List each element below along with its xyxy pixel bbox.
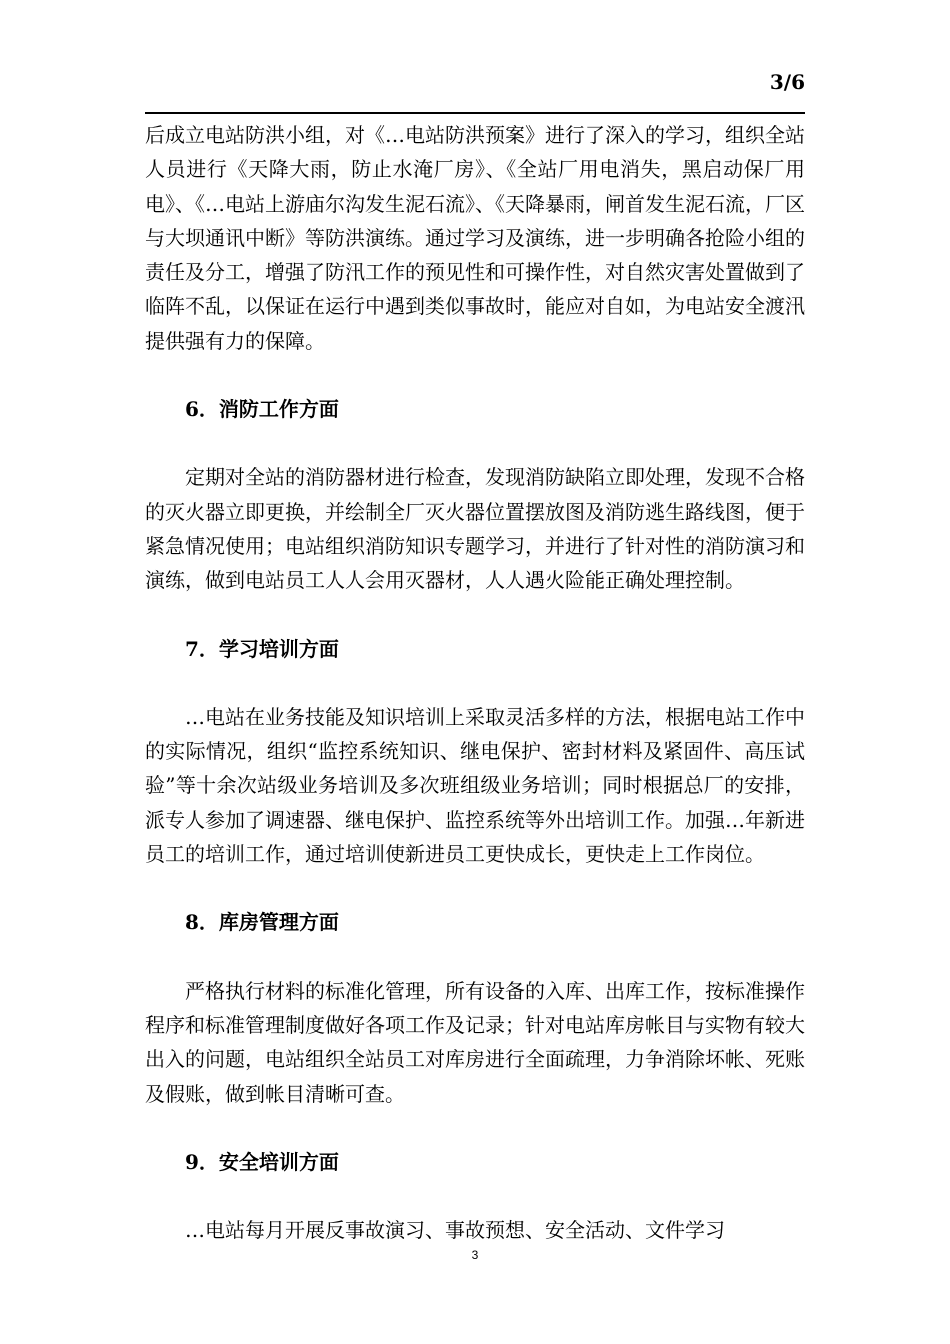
continuation-paragraph: 后成立电站防洪小组，对《…电站防洪预案》进行了深入的学习，组织全站人员进行《天降大雨，防止水淹厂房》、《全站厂用电消失，黑启动保厂用电》、《…电站上游庙尔沟发生泥石流》、《天降暴雨，闸首发生泥石流，厂区与大坝通讯中断》等防洪演练。通过学习及演练，进一步明确各抢险小组的责任及分工，增强了防汛工作的预见性和可操作性，对自然灾害处置做到了临阵不乱，以保证在运行中遇到类似事故时，能应对自如，为电站安全渡汛提供强有力的保障。 xyxy=(145,123,805,353)
section-body-safety: …电站每月开展反事故演习、事故预想、安全活动、文件学习 xyxy=(185,1218,725,1243)
section-body-training: …电站在业务技能及知识培训上采取灵活多样的方法，根据电站工作中的实际情况，组织“监控系统知识、继电保护、密封材料及紧固件、高压试验”等十余次站级业务培训及多次班组级业务培训；同时根据总厂的安排，派专人参加了调速器、继电保护、监控系统等外出培训工作。加强…年新进员工的培训工作，通过培训使新进员工更快成长，更快走上工作岗位。 xyxy=(145,704,805,867)
section-heading-fire: 6．消防工作方面 xyxy=(185,397,339,422)
section-heading-training: 7．学习培训方面 xyxy=(185,636,339,661)
section-heading-safety: 9．安全培训方面 xyxy=(185,1149,339,1174)
section-body-fire: 定期对全站的消防器材进行检查，发现消防缺陷立即处理，发现不合格的灭火器立即更换，并绘制全厂灭火器位置摆放图及消防逃生路线图，便于紧急情况使用；电站组织消防知识专题学习，并进行了针对性的消防演习和演练，做到电站员工人人会用灭器材，人人遇火险能正确处理控制。 xyxy=(145,465,805,593)
document-body xyxy=(145,118,805,1247)
header-rule xyxy=(145,112,805,114)
section-body-warehouse: 严格执行材料的标准化管理，所有设备的入库、出库工作，按标准操作程序和标准管理制度做好各项工作及记录；针对电站库房帐目与实物有较大出入的问题，电站组织全站员工对库房进行全面疏理，力争消除坏帐、死账及假账，做到帐目清晰可查。 xyxy=(145,978,805,1106)
section-heading-warehouse: 8．库房管理方面 xyxy=(185,910,339,935)
footer-page-number: 3 xyxy=(471,1248,479,1262)
header-page-indicator: 3/6 xyxy=(769,70,805,94)
